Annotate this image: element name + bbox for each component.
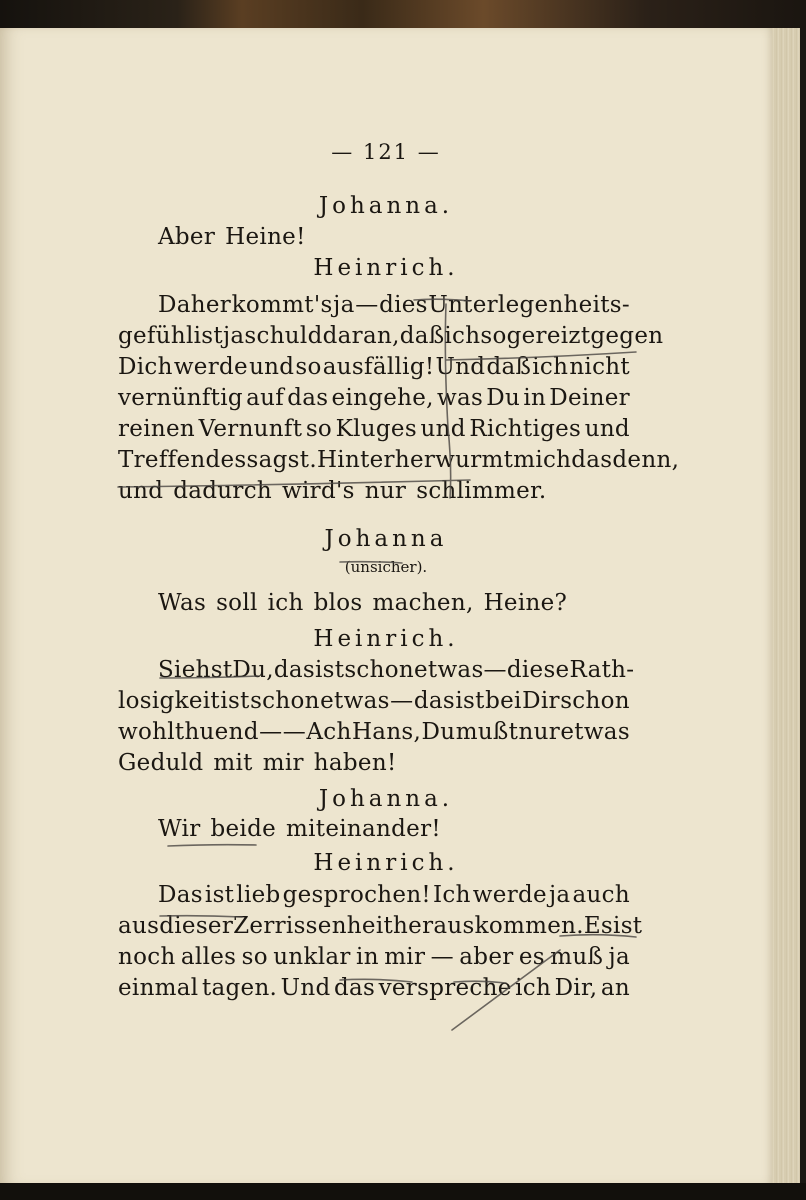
word: Geduld	[118, 750, 204, 776]
word: —	[390, 688, 414, 714]
word: miteinander!	[286, 816, 441, 842]
word: vernünftig	[118, 385, 243, 411]
word: ja	[608, 944, 630, 970]
text-line	[118, 352, 630, 382]
text-line	[158, 814, 630, 844]
word: nicht	[569, 354, 630, 380]
word: ja	[222, 323, 245, 349]
word: nur	[518, 719, 561, 745]
word: beide	[210, 816, 277, 842]
text-line	[158, 222, 630, 252]
word: Unterlegenheits-	[428, 292, 630, 318]
word: daran,	[322, 323, 400, 349]
word: losigkeit	[118, 688, 220, 714]
word: werde	[173, 354, 248, 380]
word: werde	[472, 882, 547, 908]
speaker-name: Johanna.	[318, 786, 454, 812]
word: etwas	[413, 657, 484, 683]
text-line	[118, 445, 680, 475]
text-line	[118, 476, 630, 506]
word: mußt	[455, 719, 519, 745]
word: bei	[485, 688, 522, 714]
text-line	[118, 321, 664, 351]
word: es	[518, 944, 545, 970]
word: alles	[180, 944, 237, 970]
word: das	[287, 385, 329, 411]
word: was	[436, 385, 484, 411]
word: so	[295, 354, 322, 380]
word: in	[356, 944, 379, 970]
word: herauskommen.	[393, 913, 584, 939]
word: mich	[513, 447, 572, 473]
word: Und	[280, 975, 331, 1001]
word: Daher	[158, 292, 232, 318]
word: dies	[379, 292, 428, 318]
word: machen,	[372, 590, 474, 616]
word: so	[241, 944, 268, 970]
word: nur	[364, 478, 407, 504]
word: einmal	[118, 975, 199, 1001]
word: Dir,	[554, 975, 598, 1001]
word: dieser	[159, 913, 234, 939]
word: ist	[204, 882, 235, 908]
text-line	[118, 973, 630, 1003]
word: Ich	[433, 882, 471, 908]
page-number: — 121 —	[331, 140, 441, 164]
word: ich	[444, 323, 481, 349]
word: gefühl	[118, 323, 194, 349]
word: mir	[384, 944, 426, 970]
word: diese	[506, 657, 570, 683]
word: daß	[486, 354, 532, 380]
word: gereizt	[506, 323, 591, 349]
word: Siehst	[158, 657, 233, 683]
text-line	[118, 717, 630, 747]
word: ausfällig!	[322, 354, 435, 380]
word: ich	[532, 354, 569, 380]
word: das	[273, 657, 315, 683]
text-line	[118, 942, 630, 972]
word: gesprochen!	[282, 882, 431, 908]
word: in	[523, 385, 547, 411]
word: gegen	[590, 323, 664, 349]
word: das	[571, 447, 613, 473]
book-page	[0, 28, 772, 1185]
word: Dir	[522, 688, 560, 714]
word: noch	[118, 944, 176, 970]
word: Das	[158, 882, 203, 908]
word: und	[249, 354, 295, 380]
word: soll	[216, 590, 258, 616]
word: unklar	[273, 944, 351, 970]
word: Hinterher	[316, 447, 436, 473]
text-line	[118, 383, 630, 413]
word: —	[282, 719, 307, 745]
word: dadurch	[173, 478, 273, 504]
word: ist	[613, 913, 643, 939]
word: und	[420, 416, 466, 442]
word: und	[584, 416, 630, 442]
word: tagen.	[201, 975, 278, 1001]
word: aber	[459, 944, 514, 970]
word: und	[118, 478, 164, 504]
word: lieb	[236, 882, 281, 908]
word: —	[430, 944, 454, 970]
word: ich	[515, 975, 552, 1001]
speaker-name: Johanna	[324, 526, 448, 552]
word: verspreche	[378, 975, 512, 1001]
book-binding-top	[0, 0, 806, 30]
text-line	[158, 290, 630, 320]
word: haben!	[313, 750, 397, 776]
word: wird's	[282, 478, 355, 504]
word: Rath-	[569, 657, 635, 683]
word: Dich	[118, 354, 173, 380]
word: —	[355, 292, 379, 318]
word: etwas	[320, 688, 390, 714]
speaker-name: Heinrich.	[313, 850, 459, 876]
speaker-name: Heinrich.	[313, 626, 459, 652]
word: Du	[421, 719, 456, 745]
word: Heine!	[225, 224, 306, 250]
word: auch	[572, 882, 630, 908]
text-line	[158, 880, 630, 910]
word: so	[480, 323, 507, 349]
word: Zerrissenheit	[233, 913, 394, 939]
word: Treffendes	[118, 447, 247, 473]
word: Aber	[158, 224, 216, 250]
word: Kluges	[335, 416, 417, 442]
word: Und	[435, 354, 486, 380]
book-binding-bottom	[0, 1183, 806, 1200]
word: so	[305, 416, 333, 442]
text-line	[158, 588, 630, 618]
text-line	[118, 686, 630, 716]
word: ich	[267, 590, 304, 616]
word: schlimmer.	[416, 478, 547, 504]
word: Ach	[306, 719, 352, 745]
word: schuld	[244, 323, 323, 349]
speaker-name: Heinrich.	[313, 255, 459, 281]
word: Heine?	[483, 590, 568, 616]
word: kommt's	[231, 292, 333, 318]
word: das	[413, 688, 455, 714]
word: ja	[333, 292, 355, 318]
word: —	[483, 657, 507, 683]
text-line	[118, 911, 643, 941]
word: ist	[315, 657, 345, 683]
word: mit	[213, 750, 253, 776]
word: schon	[560, 688, 630, 714]
word: ist	[455, 688, 485, 714]
word: ja	[549, 882, 571, 908]
word: wurmt	[435, 447, 514, 473]
word: ist	[193, 323, 223, 349]
word: an	[600, 975, 630, 1001]
word: Richtiges	[469, 416, 582, 442]
word: schon	[344, 657, 414, 683]
word: aus	[118, 913, 160, 939]
word: muß	[550, 944, 604, 970]
word: etwas	[560, 719, 630, 745]
word: Vernunft	[198, 416, 303, 442]
word: Deiner	[549, 385, 630, 411]
word: schon	[250, 688, 320, 714]
stage-direction: (unsicher).	[344, 558, 428, 576]
text-line	[118, 414, 630, 444]
word: Du,	[232, 657, 274, 683]
word: —	[259, 719, 283, 745]
word: reinen	[118, 416, 195, 442]
word: eingehe,	[331, 385, 434, 411]
text-line	[158, 655, 635, 685]
word: Wir	[158, 816, 201, 842]
word: Du	[486, 385, 521, 411]
word: denn,	[612, 447, 680, 473]
word: wohlthuend	[118, 719, 259, 745]
speaker-name: Johanna.	[318, 193, 454, 219]
word: Es	[583, 913, 614, 939]
word: auf	[246, 385, 285, 411]
word: ist	[220, 688, 250, 714]
page-text	[0, 28, 772, 1185]
word: das	[333, 975, 376, 1001]
word: Was	[158, 590, 207, 616]
word: sagst.	[246, 447, 317, 473]
word: Hans,	[351, 719, 422, 745]
word: blos	[313, 590, 363, 616]
word: daß	[399, 323, 445, 349]
word: mir	[262, 750, 304, 776]
text-line	[118, 748, 630, 778]
